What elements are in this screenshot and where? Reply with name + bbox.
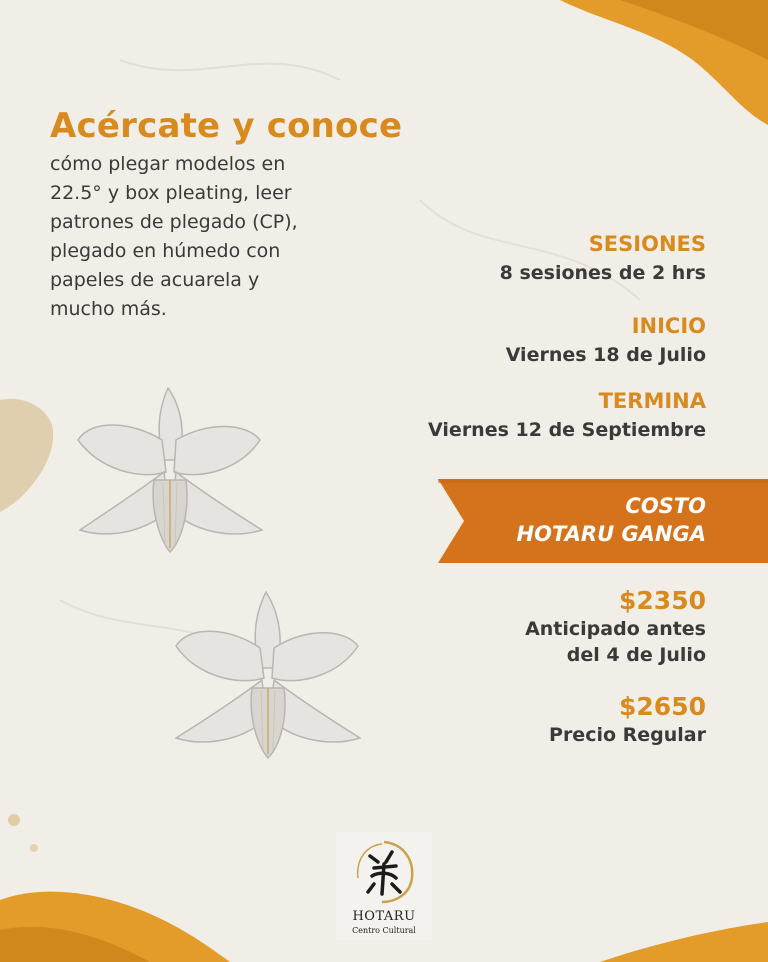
origami-orchid-image: [70, 380, 270, 560]
headline: Acércate y conoce: [50, 106, 403, 146]
intro-line: plegado en húmedo con: [50, 240, 281, 262]
intro-line: 22.5° y box pleating, leer: [50, 182, 292, 204]
regular-price-label: Precio Regular: [549, 724, 706, 746]
intro-text: [50, 150, 410, 324]
logo-subtitle: Centro Cultural: [352, 926, 416, 935]
intro-line: papeles de acuarela y: [50, 269, 260, 291]
early-price-note: Anticipado antes: [525, 618, 706, 640]
logo-name: HOTARU: [352, 909, 416, 924]
early-price-note: del 4 de Julio: [566, 644, 706, 666]
early-price-amount: $2350: [619, 586, 706, 615]
cost-banner-line: COSTO: [625, 494, 706, 518]
cost-banner-text: [517, 492, 706, 548]
start-value: Viernes 18 de Julio: [505, 344, 706, 366]
origami-orchid-image: [168, 588, 368, 763]
intro-line: mucho más.: [50, 298, 167, 320]
start-label: INICIO: [631, 314, 706, 338]
cost-banner-line: HOTARU GANGA: [516, 522, 706, 546]
regular-price-amount: $2650: [619, 692, 706, 721]
sessions-label: SESIONES: [588, 232, 706, 256]
hotaru-brush-logo-icon: [352, 838, 416, 906]
sessions-value: 8 sesiones de 2 hrs: [499, 262, 706, 284]
intro-line: patrones de plegado (CP),: [50, 211, 298, 233]
end-value: Viernes 12 de Septiembre: [428, 419, 706, 441]
intro-line: cómo plegar modelos en: [50, 153, 286, 175]
end-label: TERMINA: [598, 389, 706, 413]
